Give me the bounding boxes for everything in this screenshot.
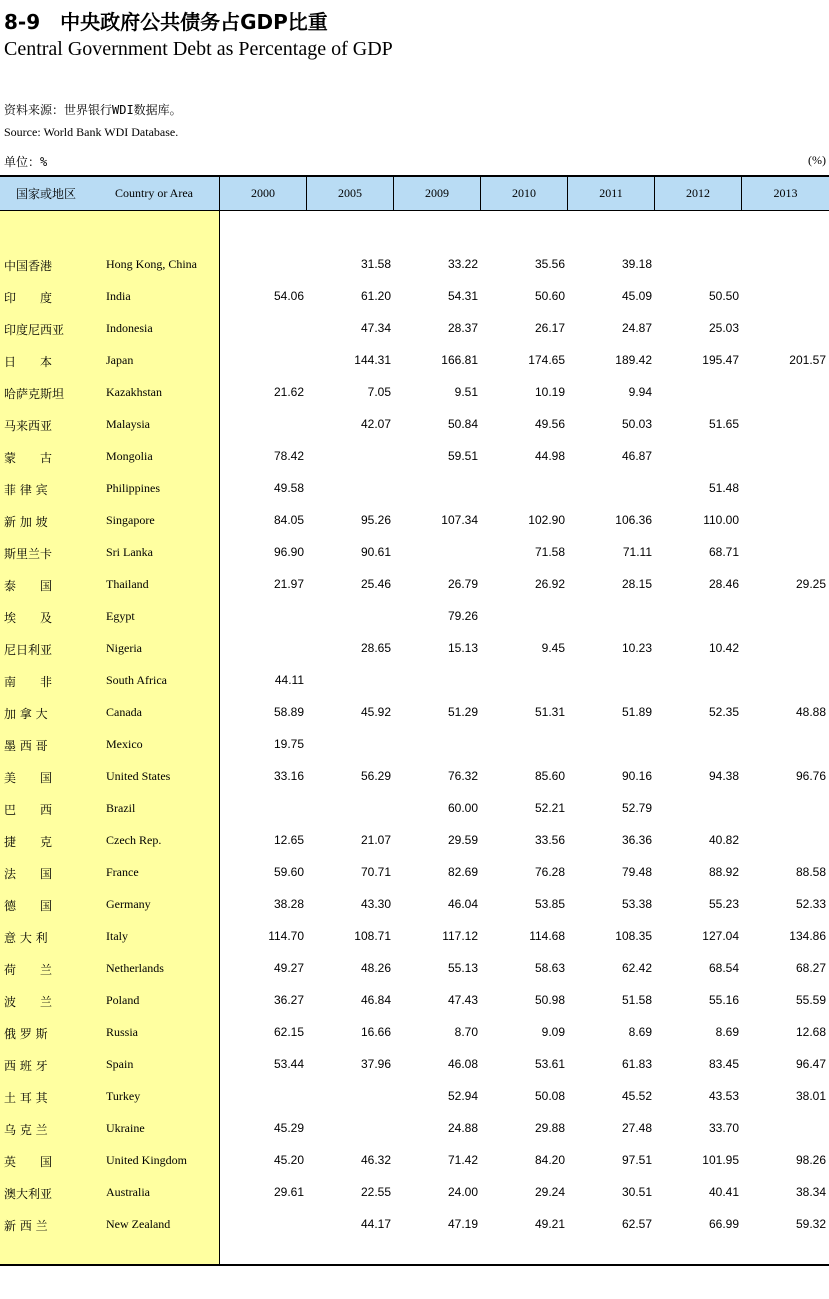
country-name-en: Japan	[106, 353, 134, 367]
value-cell: 28.15	[621, 577, 652, 591]
unit-label-en: (%)	[808, 153, 826, 167]
table-row	[0, 825, 829, 857]
table-bottom-rule	[0, 1264, 829, 1266]
value-cell: 79.26	[447, 609, 478, 623]
value-cell: 25.46	[360, 577, 391, 591]
value-cell: 114.68	[529, 929, 565, 943]
value-cell: 144.31	[354, 353, 391, 367]
country-name-en: Czech Rep.	[106, 833, 162, 847]
country-name-cn: 日 本	[4, 355, 53, 369]
value-cell: 21.97	[273, 577, 304, 591]
table-row	[0, 1081, 829, 1113]
country-name-en: Canada	[106, 705, 142, 719]
value-cell: 189.42	[615, 353, 652, 367]
value-cell: 50.98	[534, 993, 565, 1007]
country-name-cn: 泰 国	[4, 579, 53, 593]
value-cell: 46.32	[360, 1153, 391, 1167]
value-cell: 59.51	[447, 449, 478, 463]
country-name-en: Germany	[106, 897, 151, 911]
country-name-cn: 乌 克 兰	[4, 1123, 48, 1137]
value-cell: 38.34	[795, 1185, 826, 1199]
value-cell: 62.42	[621, 961, 652, 975]
value-cell: 50.08	[534, 1089, 565, 1103]
value-cell: 58.63	[534, 961, 565, 975]
value-cell: 52.79	[621, 801, 652, 815]
table-row	[0, 1145, 829, 1177]
value-cell: 79.48	[621, 865, 652, 879]
country-name-en: Russia	[106, 1025, 139, 1039]
country-name-en: Singapore	[106, 513, 155, 527]
value-cell: 40.41	[708, 1185, 739, 1199]
value-cell: 53.85	[534, 897, 565, 911]
value-cell: 45.09	[621, 289, 652, 303]
country-name-cn: 波 兰	[4, 995, 53, 1009]
value-cell: 47.43	[447, 993, 478, 1007]
table-row	[0, 313, 829, 345]
value-cell: 54.06	[273, 289, 304, 303]
header-year: 2013	[742, 177, 829, 210]
value-cell: 106.36	[615, 513, 652, 527]
value-cell: 117.12	[442, 929, 478, 943]
country-name-en: Mongolia	[106, 449, 153, 463]
value-cell: 28.65	[360, 641, 391, 655]
country-name-cn: 尼日利亚	[4, 643, 53, 657]
value-cell: 60.00	[447, 801, 478, 815]
country-name-en: Philippines	[106, 481, 161, 495]
value-cell: 29.24	[534, 1185, 565, 1199]
value-cell: 40.82	[708, 833, 739, 847]
country-name-cn: 马来西亚	[4, 419, 53, 433]
table-row	[0, 889, 829, 921]
value-cell: 26.17	[534, 321, 565, 335]
value-cell: 110.00	[703, 513, 739, 527]
country-name-en: Sri Lanka	[106, 545, 153, 559]
value-cell: 12.68	[795, 1025, 826, 1039]
value-cell: 134.86	[789, 929, 826, 943]
value-cell: 46.84	[360, 993, 391, 1007]
table-row	[0, 729, 829, 761]
value-cell: 45.20	[273, 1153, 304, 1167]
value-cell: 10.42	[708, 641, 739, 655]
value-cell: 90.16	[621, 769, 652, 783]
value-cell: 62.15	[273, 1025, 304, 1039]
value-cell: 96.76	[795, 769, 826, 783]
table-row	[0, 857, 829, 889]
value-cell: 24.88	[447, 1121, 478, 1135]
value-cell: 97.51	[621, 1153, 652, 1167]
header-year: 2011	[568, 177, 655, 210]
country-name-cn: 荷 兰	[4, 963, 53, 977]
value-cell: 26.79	[447, 577, 478, 591]
country-name-cn: 巴 西	[4, 803, 53, 817]
value-cell: 85.60	[534, 769, 565, 783]
value-cell: 28.46	[708, 577, 739, 591]
value-cell: 22.55	[360, 1185, 391, 1199]
table-row	[0, 569, 829, 601]
country-name-cn: 印 度	[4, 291, 53, 305]
country-name-cn: 捷 克	[4, 835, 53, 849]
value-cell: 52.33	[795, 897, 826, 911]
country-name-en: Netherlands	[106, 961, 164, 975]
value-cell: 45.29	[273, 1121, 304, 1135]
country-name-en: United States	[106, 769, 171, 783]
page-title-cn: 8-9 中央政府公共债务占GDP比重	[4, 10, 328, 34]
value-cell: 29.88	[534, 1121, 565, 1135]
value-cell: 78.42	[273, 449, 304, 463]
value-cell: 61.83	[621, 1057, 652, 1071]
value-cell: 90.61	[360, 545, 391, 559]
value-cell: 29.61	[273, 1185, 304, 1199]
value-cell: 8.69	[715, 1025, 739, 1039]
value-cell: 21.07	[360, 833, 391, 847]
value-cell: 54.31	[447, 289, 478, 303]
value-cell: 50.03	[621, 417, 652, 431]
header-year: 2012	[655, 177, 742, 210]
header-year: 2010	[481, 177, 568, 210]
header-country-cn: 国家或地区	[16, 187, 77, 201]
value-cell: 10.19	[534, 385, 565, 399]
value-cell: 29.25	[795, 577, 826, 591]
value-cell: 53.44	[273, 1057, 304, 1071]
value-cell: 58.89	[273, 705, 304, 719]
country-name-cn: 南 非	[4, 675, 53, 689]
source-note-en: Source: World Bank WDI Database.	[4, 125, 179, 139]
table-row	[0, 1209, 829, 1241]
value-cell: 43.30	[360, 897, 391, 911]
country-name-cn: 哈萨克斯坦	[4, 387, 65, 401]
header-year: 2005	[307, 177, 394, 210]
value-cell: 71.11	[622, 545, 652, 559]
value-cell: 108.71	[354, 929, 391, 943]
country-name-en: Indonesia	[106, 321, 153, 335]
value-cell: 24.00	[447, 1185, 478, 1199]
value-cell: 45.52	[621, 1089, 652, 1103]
table-row	[0, 665, 829, 697]
value-cell: 83.45	[708, 1057, 739, 1071]
value-cell: 98.26	[795, 1153, 826, 1167]
header-country	[0, 177, 220, 210]
country-name-cn: 德 国	[4, 899, 53, 913]
value-cell: 68.71	[708, 545, 739, 559]
value-cell: 26.92	[534, 577, 565, 591]
value-cell: 55.13	[447, 961, 478, 975]
country-name-cn: 新 西 兰	[4, 1219, 48, 1233]
value-cell: 71.42	[447, 1153, 478, 1167]
header-year: 2009	[394, 177, 481, 210]
value-cell: 48.26	[360, 961, 391, 975]
value-cell: 88.92	[708, 865, 739, 879]
value-cell: 56.29	[360, 769, 391, 783]
value-cell: 201.57	[789, 353, 826, 367]
value-cell: 51.31	[534, 705, 565, 719]
country-name-en: Turkey	[106, 1089, 141, 1103]
value-cell: 51.65	[708, 417, 739, 431]
value-cell: 12.65	[273, 833, 304, 847]
value-cell: 53.61	[534, 1057, 565, 1071]
value-cell: 51.29	[447, 705, 478, 719]
value-cell: 96.47	[795, 1057, 826, 1071]
value-cell: 96.90	[273, 545, 304, 559]
value-cell: 50.84	[447, 417, 478, 431]
country-name-cn: 美 国	[4, 771, 53, 785]
country-name-cn: 埃 及	[4, 611, 53, 625]
country-name-cn: 澳大利亚	[4, 1187, 53, 1201]
value-cell: 51.89	[621, 705, 652, 719]
table-row	[0, 761, 829, 793]
value-cell: 68.27	[795, 961, 826, 975]
value-cell: 95.26	[360, 513, 391, 527]
value-cell: 21.62	[273, 385, 304, 399]
value-cell: 53.38	[621, 897, 652, 911]
country-name-en: Brazil	[106, 801, 136, 815]
country-name-cn: 新 加 坡	[4, 515, 48, 529]
value-cell: 47.19	[447, 1217, 478, 1231]
value-cell: 31.58	[360, 257, 391, 271]
value-cell: 88.58	[795, 865, 826, 879]
table-row	[0, 249, 829, 281]
country-name-en: Poland	[106, 993, 140, 1007]
country-name-cn: 英 国	[4, 1155, 53, 1169]
country-name-en: Thailand	[106, 577, 149, 591]
country-name-en: Malaysia	[106, 417, 150, 431]
country-name-cn: 西 班 牙	[4, 1059, 48, 1073]
value-cell: 84.20	[534, 1153, 565, 1167]
value-cell: 44.17	[360, 1217, 391, 1231]
value-cell: 195.47	[702, 353, 739, 367]
country-name-en: Kazakhstan	[106, 385, 162, 399]
page-title-en: Central Government Debt as Percentage of GDP	[4, 38, 393, 60]
value-cell: 49.58	[273, 481, 304, 495]
value-cell: 10.23	[621, 641, 652, 655]
value-cell: 55.16	[708, 993, 739, 1007]
country-name-en: India	[106, 289, 131, 303]
country-name-cn: 印度尼西亚	[4, 323, 65, 337]
value-cell: 49.21	[534, 1217, 565, 1231]
country-name-cn: 菲 律 宾	[4, 483, 48, 497]
value-cell: 174.65	[528, 353, 565, 367]
value-cell: 9.94	[628, 385, 652, 399]
table-row	[0, 345, 829, 377]
value-cell: 8.69	[628, 1025, 652, 1039]
value-cell: 9.51	[454, 385, 478, 399]
value-cell: 55.59	[795, 993, 826, 1007]
table-row	[0, 505, 829, 537]
value-cell: 62.57	[621, 1217, 652, 1231]
value-cell: 52.21	[534, 801, 565, 815]
value-cell: 33.16	[273, 769, 304, 783]
value-cell: 46.87	[621, 449, 652, 463]
table-row	[0, 953, 829, 985]
country-name-cn: 中国香港	[4, 259, 53, 273]
country-name-en: Nigeria	[106, 641, 142, 655]
country-name-en: Ukraine	[106, 1121, 145, 1135]
value-cell: 55.23	[708, 897, 739, 911]
country-name-en: Australia	[106, 1185, 150, 1199]
country-name-cn: 斯里兰卡	[4, 547, 53, 561]
country-name-cn: 土 耳 其	[4, 1091, 48, 1105]
value-cell: 46.08	[447, 1057, 478, 1071]
debt-table	[0, 175, 829, 1267]
value-cell: 59.60	[273, 865, 304, 879]
country-name-cn: 墨 西 哥	[4, 739, 48, 753]
value-cell: 84.05	[273, 513, 304, 527]
table-row	[0, 473, 829, 505]
value-cell: 46.04	[447, 897, 478, 911]
value-cell: 38.28	[273, 897, 304, 911]
value-cell: 71.58	[534, 545, 565, 559]
value-cell: 114.70	[268, 929, 304, 943]
value-cell: 108.35	[615, 929, 652, 943]
table-row	[0, 601, 829, 633]
value-cell: 61.20	[360, 289, 391, 303]
value-cell: 49.27	[273, 961, 304, 975]
value-cell: 50.50	[708, 289, 739, 303]
value-cell: 48.88	[795, 705, 826, 719]
value-cell: 52.35	[708, 705, 739, 719]
country-name-en: Spain	[106, 1057, 134, 1071]
country-name-en: Egypt	[106, 609, 135, 623]
value-cell: 76.28	[534, 865, 565, 879]
value-cell: 68.54	[708, 961, 739, 975]
value-cell: 45.92	[360, 705, 391, 719]
value-cell: 94.38	[708, 769, 739, 783]
value-cell: 7.05	[367, 385, 391, 399]
table-row	[0, 697, 829, 729]
value-cell: 38.01	[795, 1089, 826, 1103]
unit-label-cn: 单位：%	[4, 155, 48, 169]
value-cell: 70.71	[360, 865, 391, 879]
value-cell: 102.90	[528, 513, 565, 527]
country-name-cn: 意 大 利	[4, 931, 48, 945]
value-cell: 76.32	[447, 769, 478, 783]
country-name-en: Italy	[106, 929, 128, 943]
country-name-cn: 加 拿 大	[4, 707, 48, 721]
value-cell: 51.58	[621, 993, 652, 1007]
header-country-en: Country or Area	[115, 186, 193, 200]
value-cell: 36.36	[621, 833, 652, 847]
table-row	[0, 1113, 829, 1145]
value-cell: 33.56	[534, 833, 565, 847]
value-cell: 107.34	[441, 513, 478, 527]
value-cell: 39.18	[621, 257, 652, 271]
table-row	[0, 1177, 829, 1209]
value-cell: 43.53	[708, 1089, 739, 1103]
country-name-en: United Kingdom	[106, 1153, 187, 1167]
value-cell: 25.03	[708, 321, 739, 335]
header-year: 2000	[220, 177, 307, 210]
value-cell: 29.59	[447, 833, 478, 847]
table-row	[0, 633, 829, 665]
value-cell: 9.09	[541, 1025, 565, 1039]
value-cell: 9.45	[541, 641, 565, 655]
value-cell: 30.51	[621, 1185, 652, 1199]
value-cell: 49.56	[534, 417, 565, 431]
country-name-en: South Africa	[106, 673, 167, 687]
table-row	[0, 1017, 829, 1049]
value-cell: 16.66	[360, 1025, 391, 1039]
value-cell: 24.87	[621, 321, 652, 335]
country-name-en: Mexico	[106, 737, 143, 751]
value-cell: 59.32	[795, 1217, 826, 1231]
table-row	[0, 1049, 829, 1081]
value-cell: 44.98	[534, 449, 565, 463]
table-row	[0, 377, 829, 409]
value-cell: 101.95	[702, 1153, 739, 1167]
source-note-cn: 资料来源：世界银行WDI数据库。	[4, 103, 182, 117]
table-row	[0, 537, 829, 569]
value-cell: 47.34	[360, 321, 391, 335]
country-name-cn: 法 国	[4, 867, 53, 881]
value-cell: 42.07	[360, 417, 391, 431]
country-name-en: New Zealand	[106, 1217, 171, 1231]
country-name-en: France	[106, 865, 139, 879]
value-cell: 66.99	[708, 1217, 739, 1231]
value-cell: 8.70	[454, 1025, 478, 1039]
value-cell: 52.94	[447, 1089, 478, 1103]
value-cell: 35.56	[534, 257, 565, 271]
value-cell: 28.37	[447, 321, 478, 335]
value-cell: 37.96	[360, 1057, 391, 1071]
value-cell: 127.04	[702, 929, 739, 943]
value-cell: 50.60	[534, 289, 565, 303]
country-name-cn: 蒙 古	[4, 451, 53, 465]
table-row	[0, 441, 829, 473]
value-cell: 27.48	[621, 1121, 652, 1135]
value-cell: 82.69	[447, 865, 478, 879]
table-row	[0, 793, 829, 825]
table-row	[0, 985, 829, 1017]
value-cell: 36.27	[273, 993, 304, 1007]
table-row	[0, 921, 829, 953]
country-name-cn: 俄 罗 斯	[4, 1027, 48, 1041]
value-cell: 44.11	[274, 673, 304, 687]
value-cell: 51.48	[708, 481, 739, 495]
table-header	[0, 177, 829, 211]
value-cell: 166.81	[441, 353, 478, 367]
value-cell: 15.13	[447, 641, 478, 655]
table-row	[0, 409, 829, 441]
value-cell: 19.75	[273, 737, 304, 751]
value-cell: 33.22	[447, 257, 478, 271]
value-cell: 33.70	[708, 1121, 739, 1135]
country-name-en: Hong Kong, China	[106, 257, 197, 271]
table-row	[0, 281, 829, 313]
